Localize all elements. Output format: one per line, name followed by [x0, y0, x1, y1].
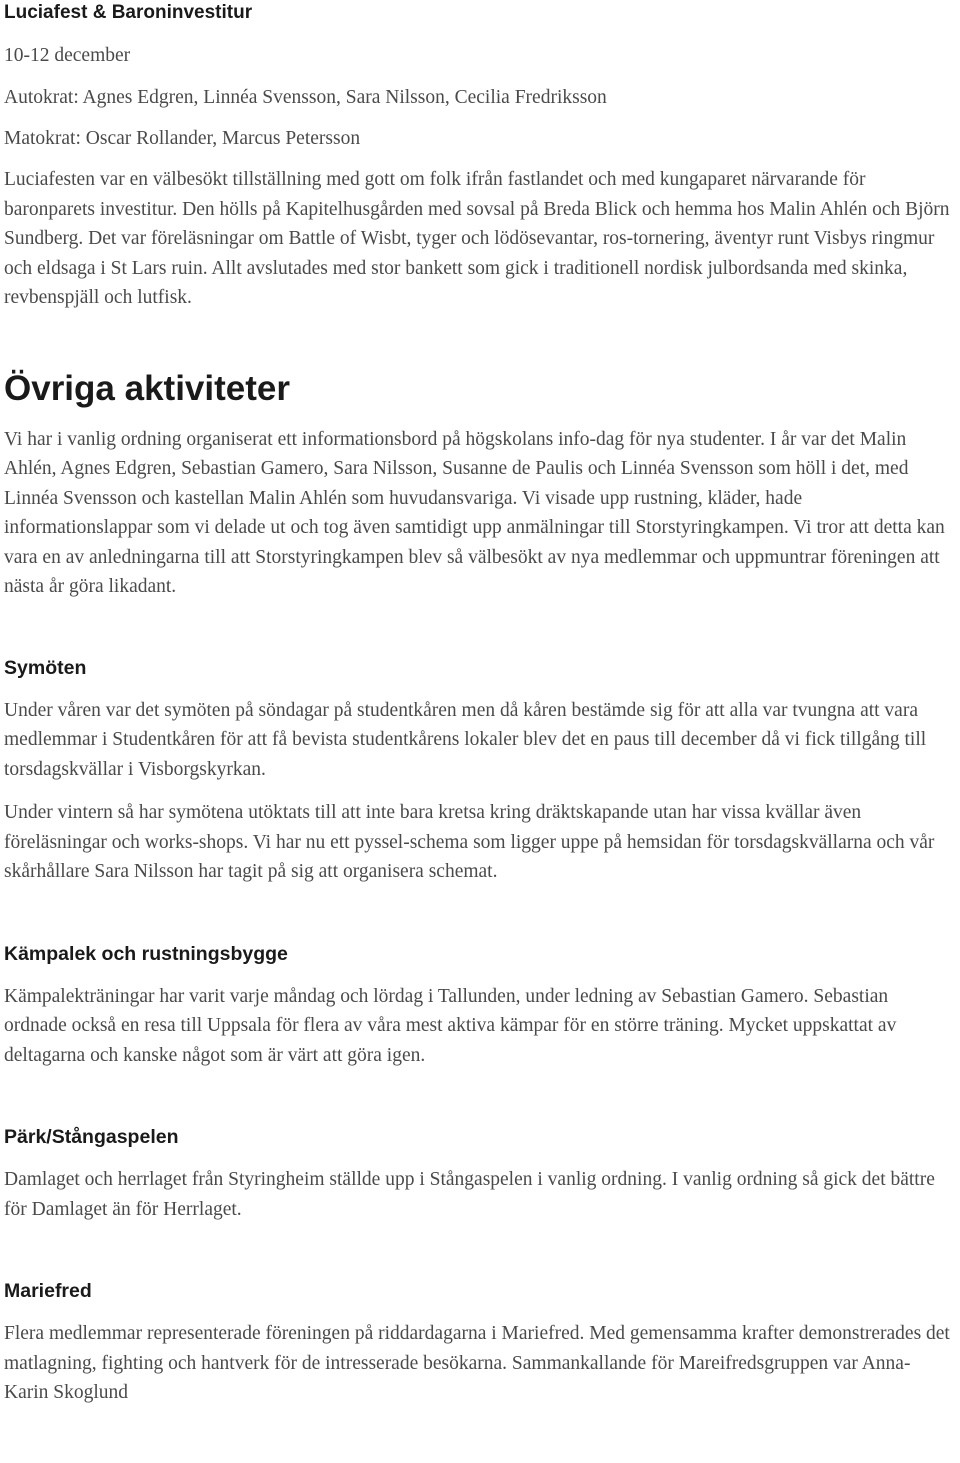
symoten-section — [4, 656, 954, 887]
ovriga-heading: Övriga aktiviteter — [4, 368, 290, 408]
event-description: Luciafesten var en välbesökt tillställning med gott om folk ifrån fastlandet och med kungaparet närvarande för baronparets investitur. Den hölls på Kapitelhusgården med sovsal på Breda Blick och hemma hos Malin Ahlén och Björn Sundberg. Det var föreläsningar om Battle of Wisbt, tyger och lödösevantar, ros-tornering, äventyr runt Visbys ringmur och eldsaga i St Lars ruin. Allt avslutades med stor bankett som gick i traditionell nordisk julbordsanda med skinka, revbenspjäll och lutfisk. — [4, 169, 950, 308]
symoten-heading: Symöten — [4, 656, 87, 679]
event-matokrat: Matokrat: Oscar Rollander, Marcus Petersson — [4, 128, 361, 149]
kampalek-text: Kämpalekträningar har varit varje måndag och lördag i Tallunden, under ledning av Sebastian Gamero. Sebastian ordnade också en resa till Uppsala för flera av våra mest aktiva kämpar för en större träning. Mycket uppskattat av deltagarna och kanske något som är värt att göra igen. — [4, 985, 897, 1066]
symoten-paragraph-2: Under vintern så har symötena utöktats till att inte bara kretsa kring dräktskapande utan har vissa kvällar även föreläsningar och works-shops. Vi har nu ett pyssel-schema som ligger uppe på hemsidan för torsdagskvällarna och vår skårhållare Sara Nilsson har tagit på sig att organisera schemat. — [4, 802, 935, 882]
mariefred-section — [4, 1279, 954, 1408]
document-page — [4, 0, 954, 1408]
event-autokrat: Autokrat: Agnes Edgren, Linnéa Svensson, Sara Nilsson, Cecilia Fredriksson — [4, 87, 607, 108]
event-date: 10-12 december — [4, 45, 131, 66]
ovriga-text: Vi har i vanlig ordning organiserat ett informationsbord på högskolans info-dag för nya studenter. I år var det Malin Ahlén, Agnes Edgren, Sebastian Gamero, Sara Nilsson, Susanne de Paulis och Linnéa Svensson som höll i det, med Linnéa Svensson och kastellan Malin Ahlén som huvudansvariga. Vi visade upp rustning, kläder, hade informationslappar som vi delade ut och tog även samtidigt upp anmälningar till Storstyringkampen. Vi tror att detta kan vara en av anledningarna till att Storstyringkampen blev så välbesökt av nya medlemmar och uppmuntrar föreningen att nästa år göra likadant. — [4, 428, 945, 597]
kampalek-section — [4, 942, 954, 1071]
kampalek-heading: Kämpalek och rustningsbygge — [4, 942, 288, 965]
event-title: Luciafest & Baroninvestitur — [4, 2, 253, 23]
mariefred-text: Flera medlemmar representerade föreningen på riddardagarna i Mariefred. Med gemensamma krafter demonstrerades det matlagning, fighting och hantverk för de intresserade besökarna. Sammankallande för Mareifredsgruppen var Anna-Karin Skoglund — [4, 1323, 950, 1403]
symoten-paragraph-1: Under våren var det symöten på söndagar på studentkåren men då kåren bestämde sig för att alla var tvungna att vara medlemmar i Studentkåren för att få bevista studentkårens lokaler blev det en paus till december då vi fick tillgång till torsdagskvällar i Visborgskyrkan. — [4, 699, 927, 780]
event-section — [4, 2, 954, 313]
park-heading: Pärk/Stångaspelen — [4, 1126, 179, 1148]
ovriga-section — [4, 367, 954, 602]
mariefred-heading: Mariefred — [4, 1280, 92, 1302]
park-section — [4, 1125, 954, 1224]
park-text: Damlaget och herrlaget från Styringheim ställde upp i Stångaspelen i vanlig ordning. I vanlig ordning så gick det bättre för Damlaget än för Herrlaget. — [4, 1169, 935, 1220]
